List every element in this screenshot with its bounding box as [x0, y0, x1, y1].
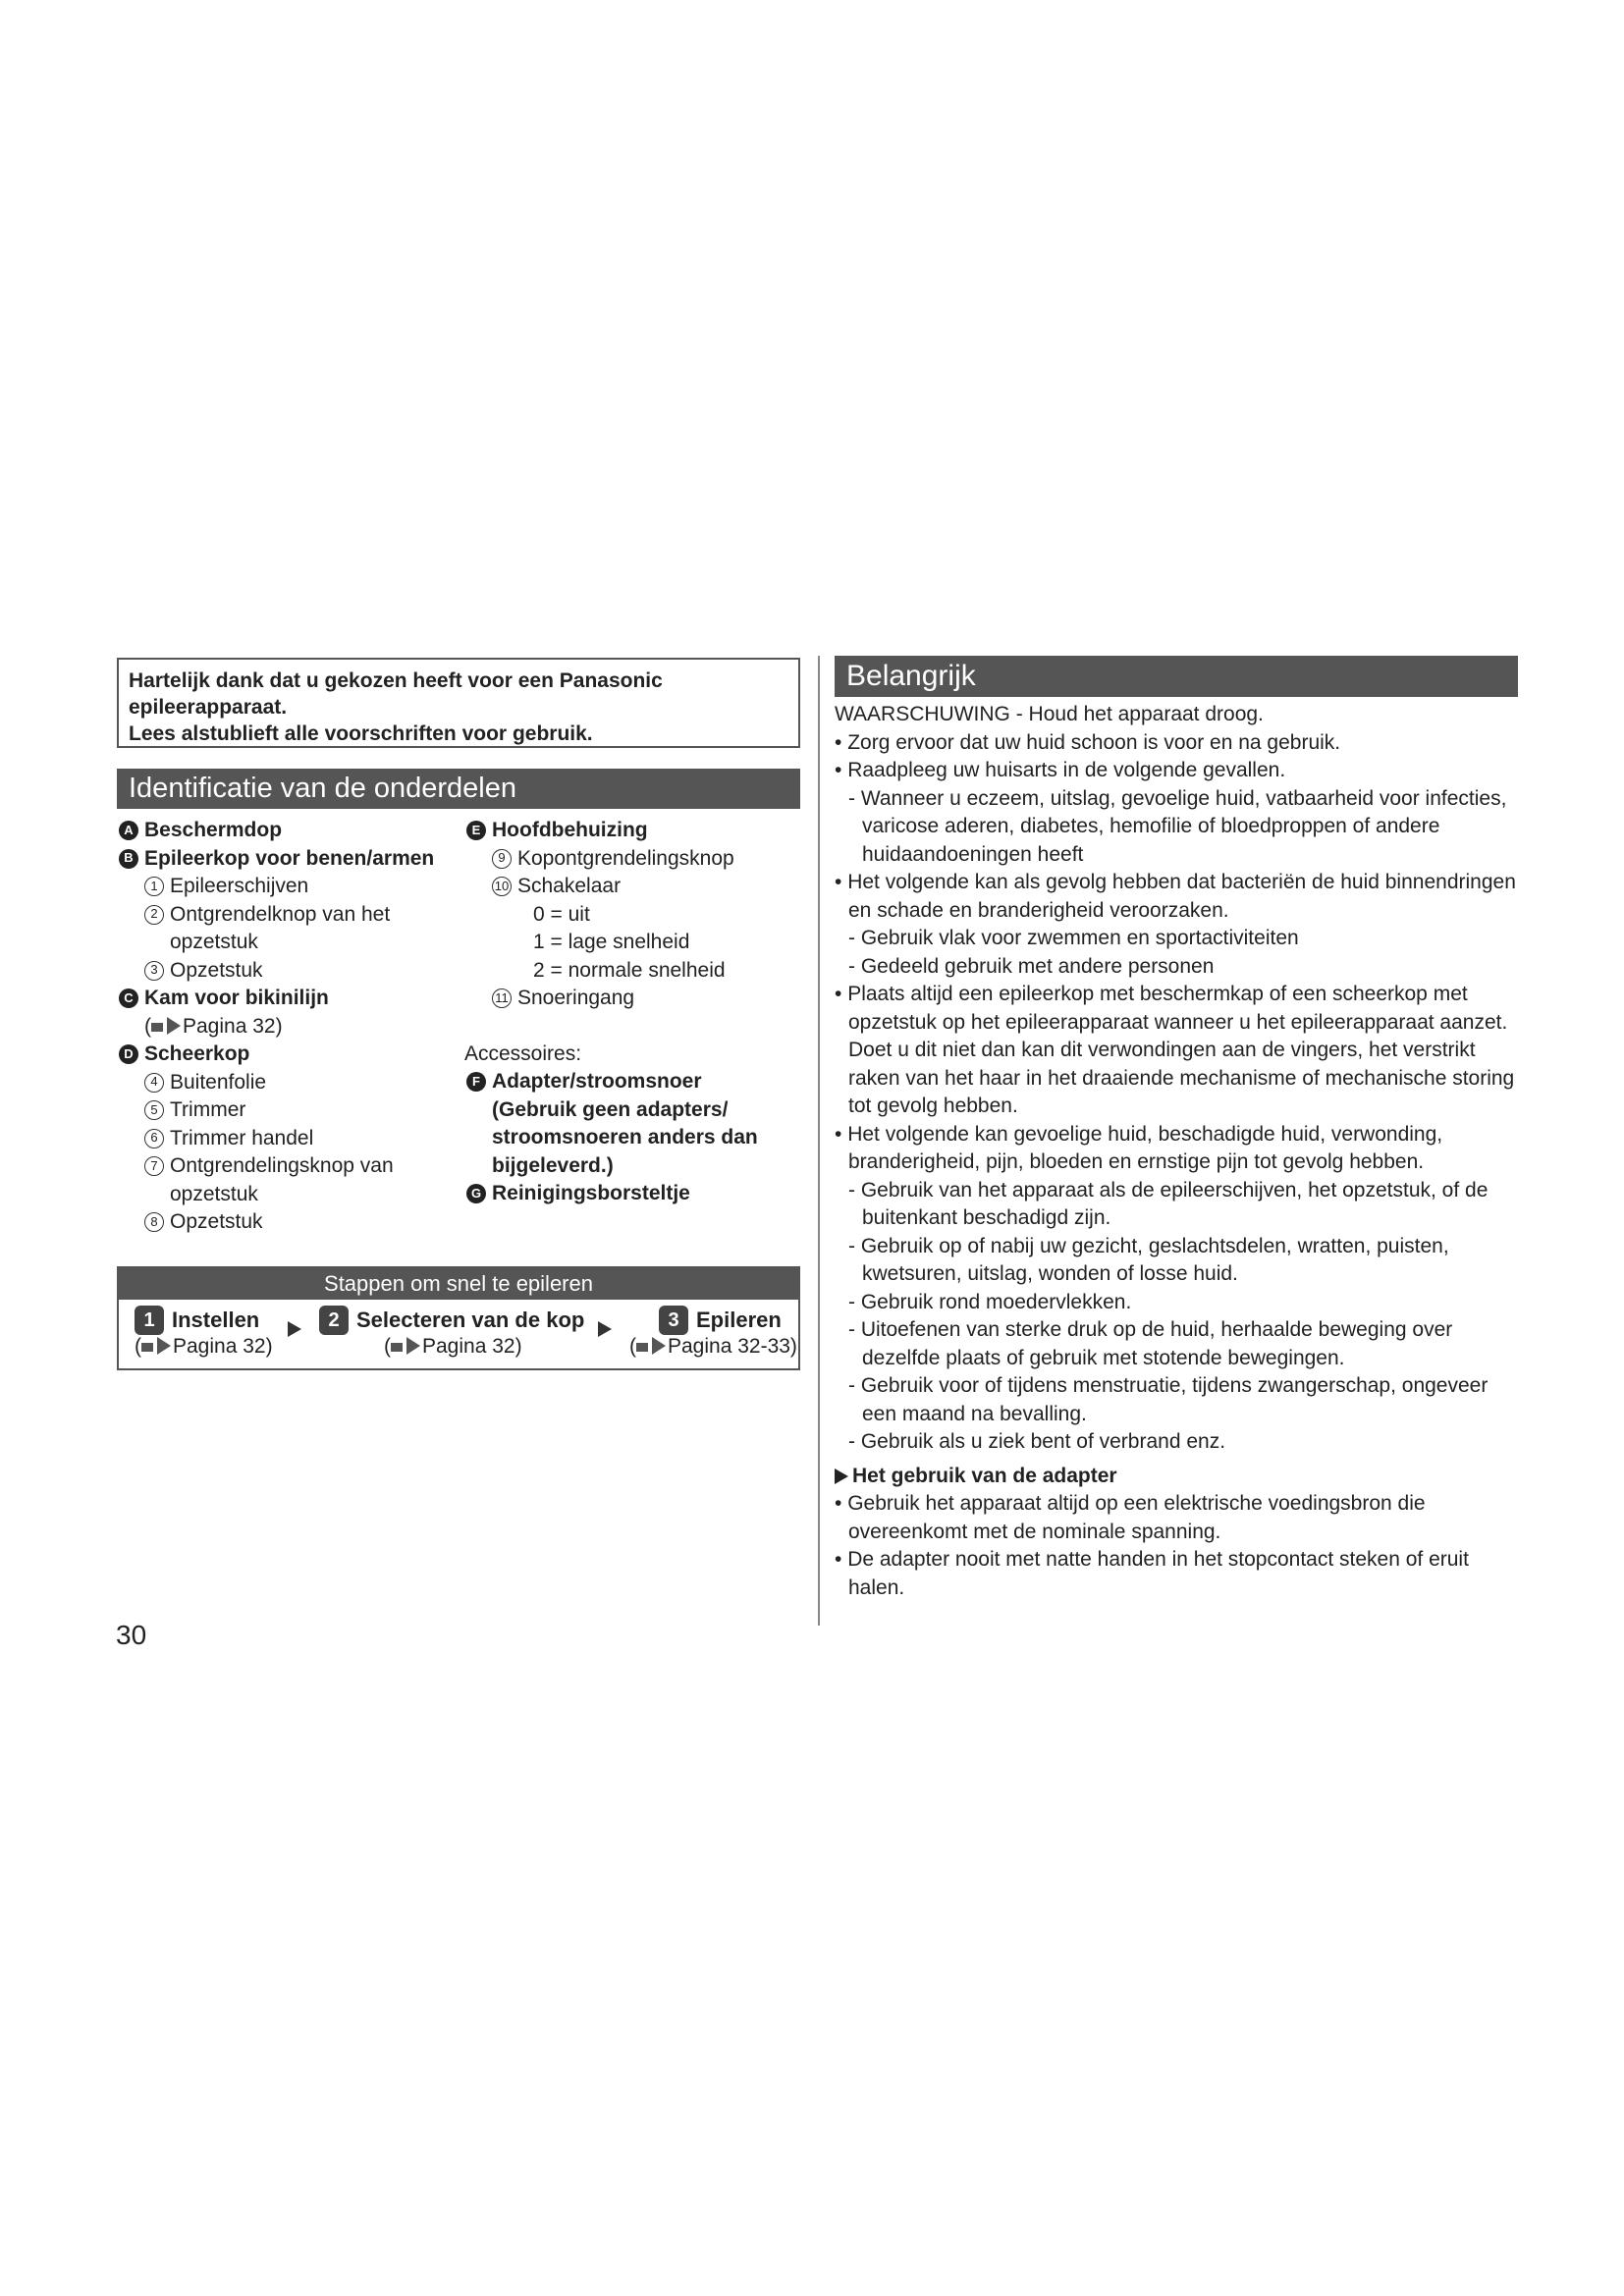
- letter-e-badge: E: [466, 821, 486, 840]
- part-e: [464, 817, 803, 845]
- dash-text: Gedeeld gebruik met andere personen: [860, 954, 1215, 978]
- intro-line: epileerapparaat.: [129, 696, 288, 719]
- dash-item: - Gebruik vlak voor zwemmen en sportactiviteiten: [848, 927, 1299, 949]
- part-note: bijgeleverd.): [492, 1153, 614, 1177]
- part-item: [117, 1152, 451, 1181]
- letter-f-badge: F: [466, 1072, 486, 1092]
- bullet-item: • Raadpleeg uw huisarts in de volgende gevallen.: [835, 759, 1286, 781]
- step-number-badge: 3: [659, 1306, 688, 1335]
- part-item-label: Ontgrendelknop van het: [170, 902, 391, 926]
- part-item-continuation: opzetstuk: [170, 1182, 258, 1205]
- part-f: [464, 1068, 803, 1096]
- switch-value: 2 = normale snelheid: [533, 958, 726, 982]
- part-item-label: Opzetstuk: [170, 958, 263, 982]
- number-badge: 2: [144, 905, 164, 925]
- step-2: [319, 1306, 584, 1359]
- part-item: [464, 873, 803, 901]
- step-title: Epileren: [696, 1308, 782, 1332]
- letter-b-badge: B: [119, 849, 138, 869]
- part-item-label: Trimmer: [170, 1098, 246, 1121]
- arrow-head-icon: [406, 1337, 420, 1355]
- step-arrow-icon: [288, 1321, 301, 1337]
- bullet-text: Het volgende kan gevoelige huid, beschadigde huid, verwonding, branderigheid, pijn, bloeden en ernstige pijn tot gevolg hebben.: [847, 1122, 1443, 1173]
- part-d: [117, 1041, 451, 1069]
- page-number: 30: [116, 1620, 147, 1650]
- letter-a-badge: A: [119, 821, 138, 840]
- intro-box: [117, 658, 800, 748]
- parts-list-left: [117, 817, 451, 1237]
- dash-text: Uitoefenen van sterke druk op de huid, herhaalde beweging over dezelfde plaats of gebruik met stotende bewegingen.: [860, 1318, 1453, 1369]
- step-reference: [319, 1335, 584, 1359]
- step-1: [135, 1306, 273, 1359]
- dash-item: - Uitoefenen van sterke druk op de huid, herhaalde beweging over dezelfde plaats of gebruik met stotende bewegingen.: [848, 1318, 1453, 1369]
- number-badge: 7: [144, 1156, 164, 1176]
- step-number-badge: 1: [135, 1306, 164, 1335]
- ref-open: (: [629, 1335, 636, 1358]
- switch-value: 0 = uit: [533, 902, 590, 926]
- bullet-item: • Zorg ervoor dat uw huid schoon is voor en na gebruik.: [835, 730, 1341, 754]
- number-badge: 8: [144, 1212, 164, 1232]
- ref-open: (: [144, 1014, 151, 1038]
- part-item-label: Epileerschijven: [170, 875, 309, 897]
- number-badge: 5: [144, 1100, 164, 1120]
- quick-steps-header: Stappen om snel te epileren: [119, 1268, 798, 1300]
- part-item-continuation: opzetstuk: [170, 931, 258, 953]
- triangle-icon: [835, 1468, 848, 1484]
- column-divider: [818, 656, 820, 1626]
- dash-text: Wanneer u eczeem, uitslag, gevoelige huid, vatbaarheid voor infecties, varicose aderen, diabetes, hemofilie of bloedproppen of andere huidaandoeningen heeft: [860, 786, 1507, 866]
- important-section-header: [835, 656, 1518, 697]
- arrow-head-icon: [652, 1337, 666, 1355]
- dash-item: - Gebruik als u ziek bent of verbrand enz.: [848, 1430, 1226, 1453]
- dash-text: Gebruik voor of tijdens menstruatie, tijdens zwangerschap, ongeveer een maand na bevalling.: [860, 1374, 1489, 1425]
- part-item: [117, 873, 451, 901]
- adapter-heading-text: Het gebruik van de adapter: [852, 1464, 1117, 1487]
- part-item: [464, 985, 803, 1013]
- bullet-item: • Plaats altijd een epileerkop met beschermkap of een scheerkop met opzetstuk op het epileerapparaat wanneer u het epileerapparaat aanzet. Doet u dit niet dan kan dit verwondingen aan de vingers, het verstrikt raken van het haar in het draaiende mechanisme of mechanische storing tot gevolg hebben.: [835, 983, 1515, 1117]
- ref-open: (: [384, 1335, 391, 1358]
- page-reference: [117, 1013, 451, 1041]
- bullet-text: Gebruik het apparaat altijd op een elektrische voedingsbron die overeenkomt met de nominale spanning.: [847, 1492, 1426, 1543]
- bullet-item: • Het volgende kan als gevolg hebben dat bacteriën de huid binnendringen en schade en branderigheid veroorzaken.: [835, 871, 1516, 922]
- accessories-label: Accessoires:: [464, 1041, 582, 1065]
- important-content: [835, 701, 1522, 1602]
- part-item: [117, 1069, 451, 1097]
- bullet-item: • Het volgende kan gevoelige huid, beschadigde huid, verwonding, branderigheid, pijn, bloeden en ernstige pijn tot gevolg hebben.: [835, 1122, 1443, 1173]
- dash-item: - Gebruik op of nabij uw gezicht, geslachtsdelen, wratten, puisten, kwetsuren, uitslag, wonden of losse huid.: [848, 1234, 1449, 1285]
- bullet-item: • De adapter nooit met natte handen in het stopcontact steken of eruit halen.: [835, 1548, 1469, 1599]
- part-label: Adapter/stroomsnoer: [492, 1070, 702, 1093]
- part-item-label: Trimmer handel: [170, 1126, 314, 1149]
- part-label: Beschermdop: [144, 819, 283, 841]
- dash-text: Gebruik op of nabij uw gezicht, geslachtsdelen, wratten, puisten, kwetsuren, uitslag, wonden of losse huid.: [860, 1234, 1449, 1285]
- dash-text: Gebruik vlak voor zwemmen en sportactiviteiten: [860, 927, 1299, 949]
- arrow-icon: [636, 1343, 648, 1352]
- part-item-label: Buitenfolie: [170, 1070, 267, 1094]
- parts-section-header: [117, 769, 800, 809]
- part-item: [117, 1125, 451, 1153]
- step-title: Selecteren van de kop: [356, 1308, 585, 1332]
- part-label: Reinigingsborsteltje: [492, 1182, 690, 1204]
- part-item-label: Schakelaar: [517, 875, 622, 897]
- part-label: Epileerkop voor benen/armen: [144, 846, 435, 870]
- dash-item: - Wanneer u eczeem, uitslag, gevoelige huid, vatbaarheid voor infecties, varicose aderen, diabetes, hemofilie of bloedproppen of andere huidaandoeningen heeft: [848, 786, 1507, 866]
- number-badge: 9: [492, 849, 512, 869]
- adapter-heading: [835, 1463, 1522, 1491]
- intro-line: Hartelijk dank dat u gekozen heeft voor een Panasonic: [129, 669, 663, 692]
- switch-value: 1 = lage snelheid: [533, 931, 690, 953]
- part-g: [464, 1180, 803, 1208]
- step-reference: [135, 1335, 273, 1359]
- arrow-icon: [391, 1343, 403, 1352]
- number-badge: 4: [144, 1073, 164, 1093]
- part-item-label: Opzetstuk: [170, 1210, 263, 1233]
- number-badge: 1: [144, 877, 164, 896]
- part-label: Kam voor bikinilijn: [144, 987, 329, 1009]
- number-badge: 6: [144, 1129, 164, 1148]
- parts-list-right: [464, 817, 803, 1208]
- arrow-icon: [141, 1343, 153, 1352]
- dash-text: Gebruik rond moedervlekken.: [860, 1290, 1132, 1313]
- ref-text: Pagina 32): [173, 1335, 273, 1358]
- part-item: [117, 1208, 451, 1237]
- parts-section-title: Identificatie van de onderdelen: [129, 773, 517, 804]
- ref-text: Pagina 32): [183, 1014, 283, 1038]
- arrow-head-icon: [167, 1017, 181, 1035]
- bullet-text: De adapter nooit met natte handen in het stopcontact steken of eruit halen.: [847, 1548, 1469, 1599]
- dash-item: - Gedeeld gebruik met andere personen: [848, 954, 1215, 978]
- part-a: [117, 817, 451, 845]
- dash-item: - Gebruik voor of tijdens menstruatie, tijdens zwangerschap, ongeveer een maand na bevalling.: [848, 1374, 1489, 1425]
- number-badge: 10: [492, 877, 512, 896]
- part-b: [117, 845, 451, 874]
- step-arrow-icon: [598, 1321, 612, 1337]
- step-3: [629, 1306, 797, 1359]
- part-item: [117, 957, 451, 986]
- letter-d-badge: D: [119, 1044, 138, 1064]
- dash-item: - Gebruik van het apparaat als de epileerschijven, het opzetstuk, of de buitenkant beschadigd zijn.: [848, 1178, 1489, 1229]
- bullet-text: Raadpleeg uw huisarts in de volgende gevallen.: [847, 759, 1286, 781]
- ref-text: Pagina 32): [422, 1335, 522, 1358]
- quick-steps-box: [117, 1266, 800, 1370]
- dash-item: - Gebruik rond moedervlekken.: [848, 1290, 1132, 1313]
- number-badge: 3: [144, 961, 164, 981]
- steps-row: [119, 1300, 798, 1368]
- letter-g-badge: G: [466, 1184, 486, 1203]
- part-label: Scheerkop: [144, 1042, 250, 1065]
- important-section-title: Belangrijk: [846, 660, 976, 692]
- part-item-label: Ontgrendelingsknop van: [170, 1154, 394, 1177]
- part-label: Hoofdbehuizing: [492, 819, 648, 841]
- letter-c-badge: C: [119, 988, 138, 1008]
- dash-text: Gebruik van het apparaat als de epileerschijven, het opzetstuk, of de buitenkant beschadigd zijn.: [860, 1178, 1489, 1229]
- step-title: Instellen: [172, 1308, 260, 1332]
- spacer: [464, 1013, 803, 1041]
- part-item-label: Snoeringang: [517, 987, 635, 1009]
- step-number-badge: 2: [319, 1306, 349, 1335]
- step-reference: [629, 1335, 797, 1359]
- part-item: [464, 845, 803, 874]
- ref-text: Pagina 32-33): [668, 1335, 797, 1358]
- arrow-head-icon: [157, 1337, 171, 1355]
- part-item: [117, 901, 451, 930]
- part-c: [117, 985, 451, 1013]
- part-note: stroomsnoeren anders dan: [492, 1126, 758, 1148]
- arrow-icon: [151, 1023, 163, 1032]
- bullet-text: Plaats altijd een epileerkop met beschermkap of een scheerkop met opzetstuk op het epileerapparaat wanneer u het epileerapparaat aanzet. Doet u dit niet dan kan dit verwondingen aan de vingers, het verstrikt raken van het haar in het draaiende mechanisme of mechanische storing tot gevolg hebben.: [847, 983, 1515, 1117]
- bullet-text: Het volgende kan als gevolg hebben dat bacteriën de huid binnendringen en schade en branderigheid veroorzaken.: [847, 871, 1516, 922]
- warning-text: WAARSCHUWING - Houd het apparaat droog.: [835, 703, 1264, 725]
- dash-text: Gebruik als u ziek bent of verbrand enz.: [860, 1430, 1226, 1453]
- part-item: [117, 1096, 451, 1125]
- ref-open: (: [135, 1335, 141, 1358]
- part-item-label: Kopontgrendelingsknop: [517, 846, 734, 870]
- intro-line: Lees alstublieft alle voorschriften voor gebruik.: [129, 722, 593, 745]
- number-badge: 11: [492, 988, 512, 1008]
- bullet-text: Zorg ervoor dat uw huid schoon is voor en na gebruik.: [847, 730, 1341, 754]
- bullet-item: • Gebruik het apparaat altijd op een elektrische voedingsbron die overeenkomt met de nominale spanning.: [835, 1492, 1426, 1543]
- part-note: (Gebruik geen adapters/: [492, 1097, 729, 1121]
